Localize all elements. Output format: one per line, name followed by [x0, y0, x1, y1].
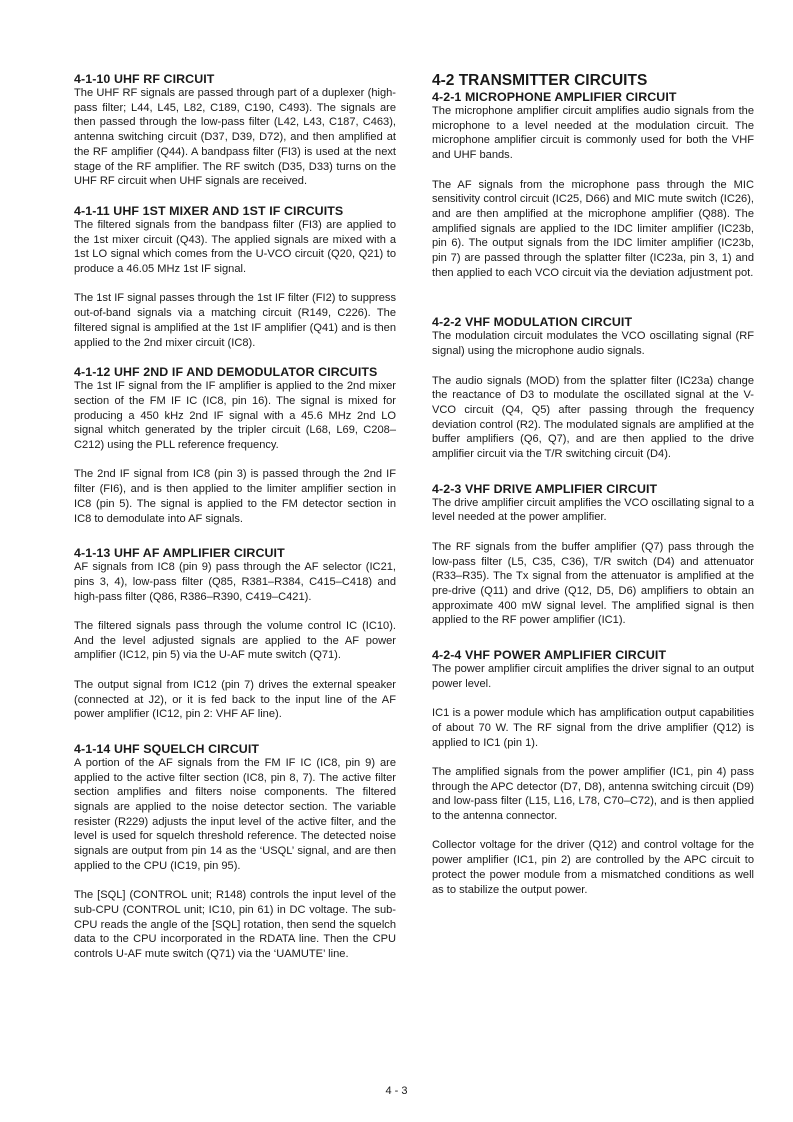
section-4-1-14 [74, 742, 396, 962]
paragraph: The modulation circuit modulates the VCO oscillating signal (RF signal) using the microphone audio signals. [432, 330, 754, 358]
chapter-title: 4-2 TRANSMITTER CIRCUITS [432, 72, 648, 89]
paragraph: The 1st IF signal from the IF amplifier is applied to the 2nd mixer section of the FM IF IC (IC8, pin 16). The signal is mixed for producing a 450 kHz 2nd IF signal with a 45.6 MHz 2nd LO signal whitch generated by the tripler circuit (L68, L69, C208–C212) using the PLL reference frequency. [74, 380, 396, 452]
section-heading: 4-1-11 UHF 1ST MIXER AND 1ST IF CIRCUITS [74, 203, 344, 218]
paragraph: The 1st IF signal passes through the 1st IF filter (FI2) to suppress out-of-band signals via a matching circuit (R149, C226). The filtered signal is amplified at the 1st IF amplifier (Q41) and is then applied to the 2nd mixer circuit (IC8). [74, 292, 396, 349]
section-heading: 4-2-3 VHF DRIVE AMPLIFIER CIRCUIT [432, 481, 658, 496]
paragraph: The microphone amplifier circuit amplifies audio signals from the microphone to a level needed at the modulation circuit. The microphone amplifier circuit is commonly used for both the VHF and UHF bands. [432, 105, 754, 162]
section-4-2-1 [432, 90, 754, 280]
section-4-2-3 [432, 482, 754, 628]
section-heading: 4-2-1 MICROPHONE AMPLIFIER CIRCUIT [432, 90, 677, 104]
section-4-2-4 [432, 648, 754, 897]
section-heading: 4-1-10 UHF RF CIRCUIT [74, 72, 215, 86]
paragraph: The 2nd IF signal from IC8 (pin 3) is passed through the 2nd IF filter (FI6), and is then applied to the limiter amplifier section in IC8 (pin 5). The signal is applied to the FM detector section in IC8 to demodulate into AF signals. [74, 468, 396, 525]
section-heading: 4-2-4 VHF POWER AMPLIFIER CIRCUIT [432, 648, 667, 663]
right-column [432, 72, 754, 897]
paragraph: The amplified signals from the power amplifier (IC1, pin 4) pass through the APC detector (D7, D8), antenna switching circuit (D9) and low-pass filter (L15, L16, L78, C70–C72), and is then applied to the antenna connector. [432, 765, 754, 823]
paragraph: The UHF RF signals are passed through part of a duplexer (high-pass filter; L44, L45, L82, C189, C190, C493). The signals are then passed through the low-pass filter (L42, L43, C187, C463), antenna switching circuit (D37, D39, D72), and then amplified at the RF amplifier (Q44). A bandpass filter (FI3) is used at the next stage of the RF amplifier. The RF switch (D35, D33) turns on the UHF RF circuit when UHF signals are received. [74, 87, 396, 188]
paragraph: AF signals from IC8 (pin 9) pass through the AF selector (IC21, pins 3, 4), low-pass filter (Q85, R381–R384, C415–C418) and high-pass filter (Q86, R386–R390, C419–C421). [74, 561, 396, 603]
section-4-1-12 [74, 365, 396, 526]
paragraph: The [SQL] (CONTROL unit; R148) controls the input level of the sub-CPU (CONTROL unit; IC10, pin 61) in DC voltage. The sub-CPU reads the angle of the [SQL] rotation, then send the squelch data to the CPU incorporated in the RDATA line. Then the CPU controls U-AF mute switch (Q71) via the ‘UAMUTE’ line. [74, 889, 396, 961]
page-number: 4 - 3 [385, 1085, 408, 1097]
section-4-1-11 [74, 204, 396, 350]
section-heading: 4-1-12 UHF 2ND IF AND DEMODULATOR CIRCUITS [74, 365, 378, 380]
paragraph: IC1 is a power module which has amplification output capabilities of about 70 W. The RF signal from the drive amplifier (Q12) is applied to IC1 (pin 1). [432, 707, 754, 749]
section-heading: 4-2-2 VHF MODULATION CIRCUIT [432, 315, 633, 330]
paragraph: The drive amplifier circuit amplifies the VCO oscillating signal to a level needed at the power amplifier. [432, 496, 754, 524]
paragraph: The RF signals from the buffer amplifier (Q7) pass through the low-pass filter (L5, C35, C36), T/R switch (D4) and attenuator (R33–R35). The Tx signal from the attenuator is amplified at the pre-drive (Q11) and drive (Q12, D5, D6) amplifiers to obtain an approximate 400 mW signal level. The amplified signal is then applied to the RF power amplifier (IC1). [432, 540, 754, 627]
paragraph: The filtered signals from the bandpass filter (FI3) are applied to the 1st mixer circuit (Q43). The applied signals are mixed with a 1st LO signal which comes from the U-VCO circuit (Q20, Q21) to produce a 46.05 MHz 1st IF signal. [74, 218, 396, 276]
section-4-2-2 [432, 315, 754, 461]
paragraph: The audio signals (MOD) from the splatter filter (IC23a) change the reactance of D3 to modulate the oscillated signal at the V-VCO circuit (Q4, Q5) after passing through the frequency deviation control (R2). The modulated signals are amplified at the buffer amplifiers (Q6, Q7), and are then applied to the drive amplifier circuit via the T/R switching circuit (D4). [432, 374, 754, 461]
paragraph: The filtered signals pass through the volume control IC (IC10). And the level adjusted signals are applied to the AF power amplifier (IC12, pin 5) via the U-AF mute switch (Q71). [74, 620, 396, 662]
section-4-1-13 [74, 546, 396, 722]
section-heading: 4-1-13 UHF AF AMPLIFIER CIRCUIT [74, 546, 285, 561]
paragraph: The AF signals from the microphone pass through the MIC sensitivity control circuit (IC25, D66) and MIC mute switch (IC26), and are then amplified at the microphone amplifier (Q88). The amplified signals are applied to the IDC limiter amplifier (IC23b, pin 6). The output signals from the IDC limiter amplifier (IC23b, pin 7) are passed through the splatter filter (IC23a, pin 3, 1) and then applied to each VCO circuit via the deviation adjustment pot. [432, 178, 754, 279]
paragraph: Collector voltage for the driver (Q12) and control voltage for the power amplifier (IC1, pin 2) are controlled by the APC circuit to protect the power module from a mismatched conditions as well as to stabilize the output power. [432, 839, 754, 896]
paragraph: A portion of the AF signals from the FM IF IC (IC8, pin 9) are applied to the active filter section (IC8, pin 8, 7). The active filter section amplifies and filters noise components. The filtered signals are applied to the noise detector section. The variable resister (R229) adjusts the input level of the active filter, and the level is used for squelch threshold reference. The detected noise signals are output from pin 14 as the ‘USQL’ signal, and are then applied to the CPU (IC19, pin 95). [74, 756, 396, 872]
paragraph: The output signal from IC12 (pin 7) drives the external speaker (connected at J2), or it is fed back to the input line of the AF power amplifier (IC12, pin 2: VHF AF line). [74, 678, 396, 721]
section-4-1-10 [74, 72, 396, 189]
left-column [74, 72, 396, 962]
section-heading: 4-1-14 UHF SQUELCH CIRCUIT [74, 741, 260, 756]
paragraph: The power amplifier circuit amplifies the driver signal to an output power level. [432, 663, 754, 690]
